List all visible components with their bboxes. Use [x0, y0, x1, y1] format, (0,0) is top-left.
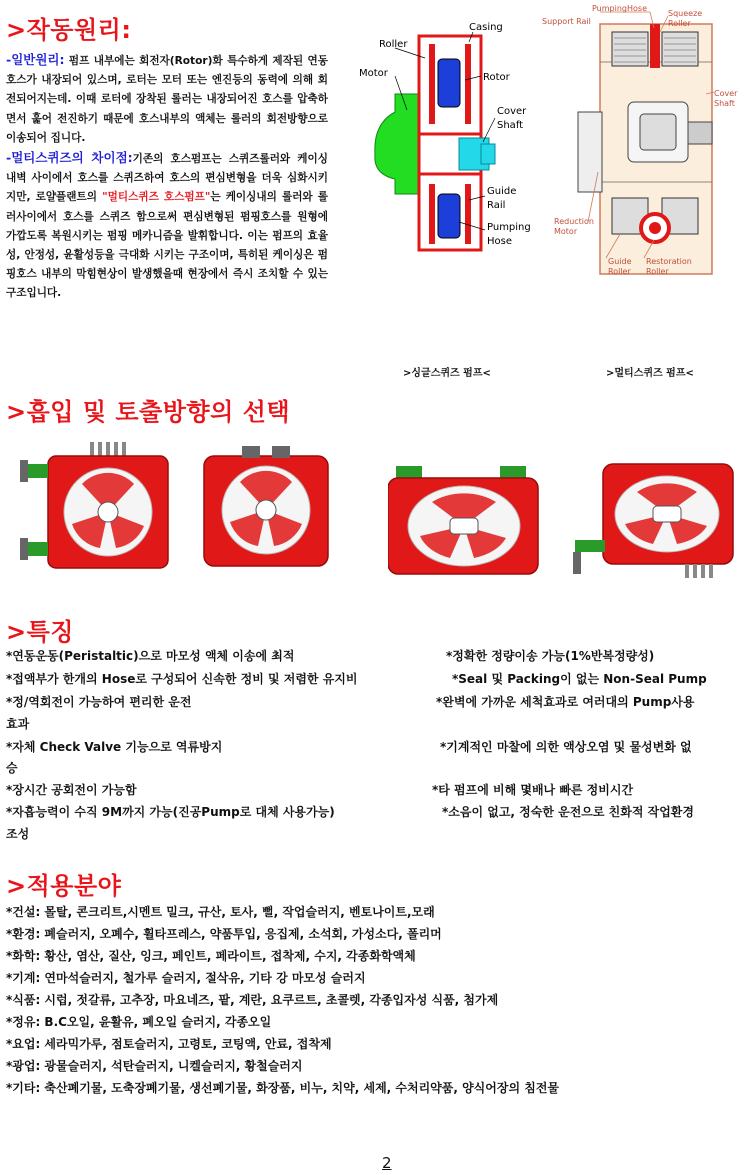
feature-left-5: 승 [6, 761, 18, 775]
multi-squeeze-diagram [538, 2, 750, 282]
features-title: >특징 [6, 618, 74, 646]
label-rotor: Rotor [483, 72, 510, 83]
feature-left-1: *접액부가 한개의 Hose로 구성되어 신속한 정비 및 저렴한 유지비 [6, 672, 358, 686]
pump-orientation-3 [388, 460, 548, 580]
feature-left-0: *연동운동(Peristaltic)으로 마모성 액체 이송에 최적 [6, 649, 295, 663]
label-roller: Roller [379, 39, 408, 50]
feature-right-1: *Seal 및 Packing이 없는 Non-Seal Pump [452, 672, 707, 686]
feature-left-6: *장시간 공회전이 가능함 [6, 783, 137, 797]
label-rail: Rail [487, 200, 506, 211]
label-cover: Cover [497, 106, 527, 117]
single-squeeze-diagram [355, 14, 535, 254]
feature-right-0: *정확한 정량이송 가능(1%반복정량성) [446, 649, 655, 663]
multi-squeeze-caption: >멀티스퀴즈 펌프< [606, 368, 694, 379]
application-food: *식품: 시럽, 젓갈류, 고추장, 마요네즈, 팥, 계란, 요쿠르트, 초콜렛, 각종입자성 식품, 첨가제 [6, 993, 499, 1007]
principle-body [6, 50, 328, 304]
multi-squeeze-label: -멀티스퀴즈의 차이점: [6, 150, 133, 166]
label-casing: Casing [469, 22, 503, 33]
label-guide: Guide [487, 186, 517, 197]
label-guide-roller: Roller [608, 267, 631, 276]
general-principle-text: 펌프 내부에는 회전자(Rotor)화 특수하게 제작된 연동호스가 내장되어 있스며, 로터는 모터 또는 엔진등의 동력에 의해 회전되어지는데. 이때 로터에 장착된 롤러는 내장되어진 호스를 압축하면서 훑어 전진하기 때문에 호스내부의 액체는 롤러의 회전방향으로 이송되어 집니다. [6, 55, 328, 144]
pump-orientation-1 [20, 440, 170, 580]
feature-right-3: *기계적인 마찰에 의한 액상오염 및 물성변화 없 [440, 740, 692, 754]
application-environment: *환경: 폐슬러지, 오폐수, 휠타프레스, 약품투입, 응집제, 소석회, 가성소다, 폴리머 [6, 927, 442, 941]
application-mining: *광업: 광물슬러지, 석탄슬러지, 니켈슬러지, 황철슬러지 [6, 1059, 303, 1073]
label-squeeze: Squeeze [668, 9, 703, 18]
feature-left-8: 조성 [6, 827, 30, 841]
application-machinery: *기계: 연마석슬러지, 철가루 슬러지, 절삭유, 기타 강 마모성 슬러지 [6, 971, 366, 985]
label-support-rail: Support Rail [542, 17, 591, 26]
principle-title: >작동원리: [6, 16, 132, 44]
label-shaft: Shaft [497, 120, 524, 131]
application-ceramics: *요업: 세라믹가루, 점토슬러지, 고령토, 코팅액, 안료, 접착제 [6, 1037, 332, 1051]
feature-right-4: *타 펌프에 비해 몇배나 빠른 정비시간 [432, 783, 634, 797]
feature-left-3: 효과 [6, 717, 30, 731]
application-construction: *건설: 몰탈, 콘크리트,시멘트 밀크, 규산, 토사, 뻘, 작업슬러지, 벤토나이트,모래 [6, 905, 435, 919]
feature-left-4: *자체 Check Valve 기능으로 역류방지 [6, 740, 223, 754]
general-principle-label: -일반원리: [6, 52, 65, 67]
label-reduction: Reduction [554, 217, 594, 226]
label-hose: Hose [487, 236, 512, 247]
label-pumping-hose: PumpingHose [592, 4, 647, 13]
single-squeeze-caption: >싱글스퀴즈 펌프< [403, 368, 491, 379]
label-restoration: Restoration [646, 257, 692, 266]
applications-title: >적용분야 [6, 872, 122, 900]
label-pumping: Pumping [487, 222, 531, 233]
pump-orientation-4 [573, 460, 743, 588]
label-reduction-motor: Motor [554, 227, 578, 236]
label-motor: Motor [359, 68, 388, 79]
feature-right-2: *완벽에 가까운 세척효과로 여러대의 Pump사용 [436, 695, 695, 709]
application-chemical: *화학: 황산, 염산, 질산, 잉크, 페인트, 페라이트, 접착제, 수지, 각종화학액체 [6, 949, 416, 963]
pump-orientation-2 [198, 446, 338, 576]
application-refinery: *정유: B.C오일, 윤활유, 폐오일 슬러지, 각종오일 [6, 1015, 272, 1029]
label-cover: Cover [714, 89, 738, 98]
multi-squeeze-text-2: 는 케이싱내의 롤러와 롤러사이에서 호스를 스퀴즈 함으로써 편심변형된 펌핑호스를 원형에 가깝도록 복원시키는 펌핑 메카니즘을 발휘합니다. 이는 펌프의 효율성, 안정성, 윤활성등을 극대화 시키는 구조이며, 특히된 케이싱은 펌핑호스 내부의 막힘현상이 발생했을때 현장에서 즉시 조치할 수 있는 구조입니다. [6, 191, 329, 300]
feature-left-2: *정/역회전이 가능하여 편리한 운전 [6, 695, 192, 709]
multi-squeeze-text-1: 기존의 호스펌프는 스퀴즈롤러와 케이싱 내벽 사이에서 호스를 스퀴즈하여 호스의 편심변형을 더욱 심화시키지만, 로얄플랜트의 [6, 153, 328, 204]
feature-right-5: *소음이 없고, 정숙한 운전으로 친화적 작업환경 [442, 805, 694, 819]
application-other: *기타: 축산폐기물, 도축장폐기물, 생선폐기물, 화장품, 비누, 치약, 세제, 수처리약품, 양식어장의 침전물 [6, 1081, 560, 1095]
label-shaft: Shaft [714, 99, 735, 108]
label-restoration-roller: Roller [646, 267, 669, 276]
feature-left-7: *자흡능력이 수직 9M까지 가능(진공Pump로 대체 사용가능) [6, 805, 335, 819]
multi-squeeze-highlight: "멀티스퀴즈 호스펌프" [102, 191, 211, 204]
label-squeeze-roller: Roller [668, 19, 691, 28]
page-number: 2 [382, 1154, 392, 1172]
direction-title: >흡입 및 토출방향의 선택 [6, 398, 291, 426]
label-guide: Guide [608, 257, 632, 266]
